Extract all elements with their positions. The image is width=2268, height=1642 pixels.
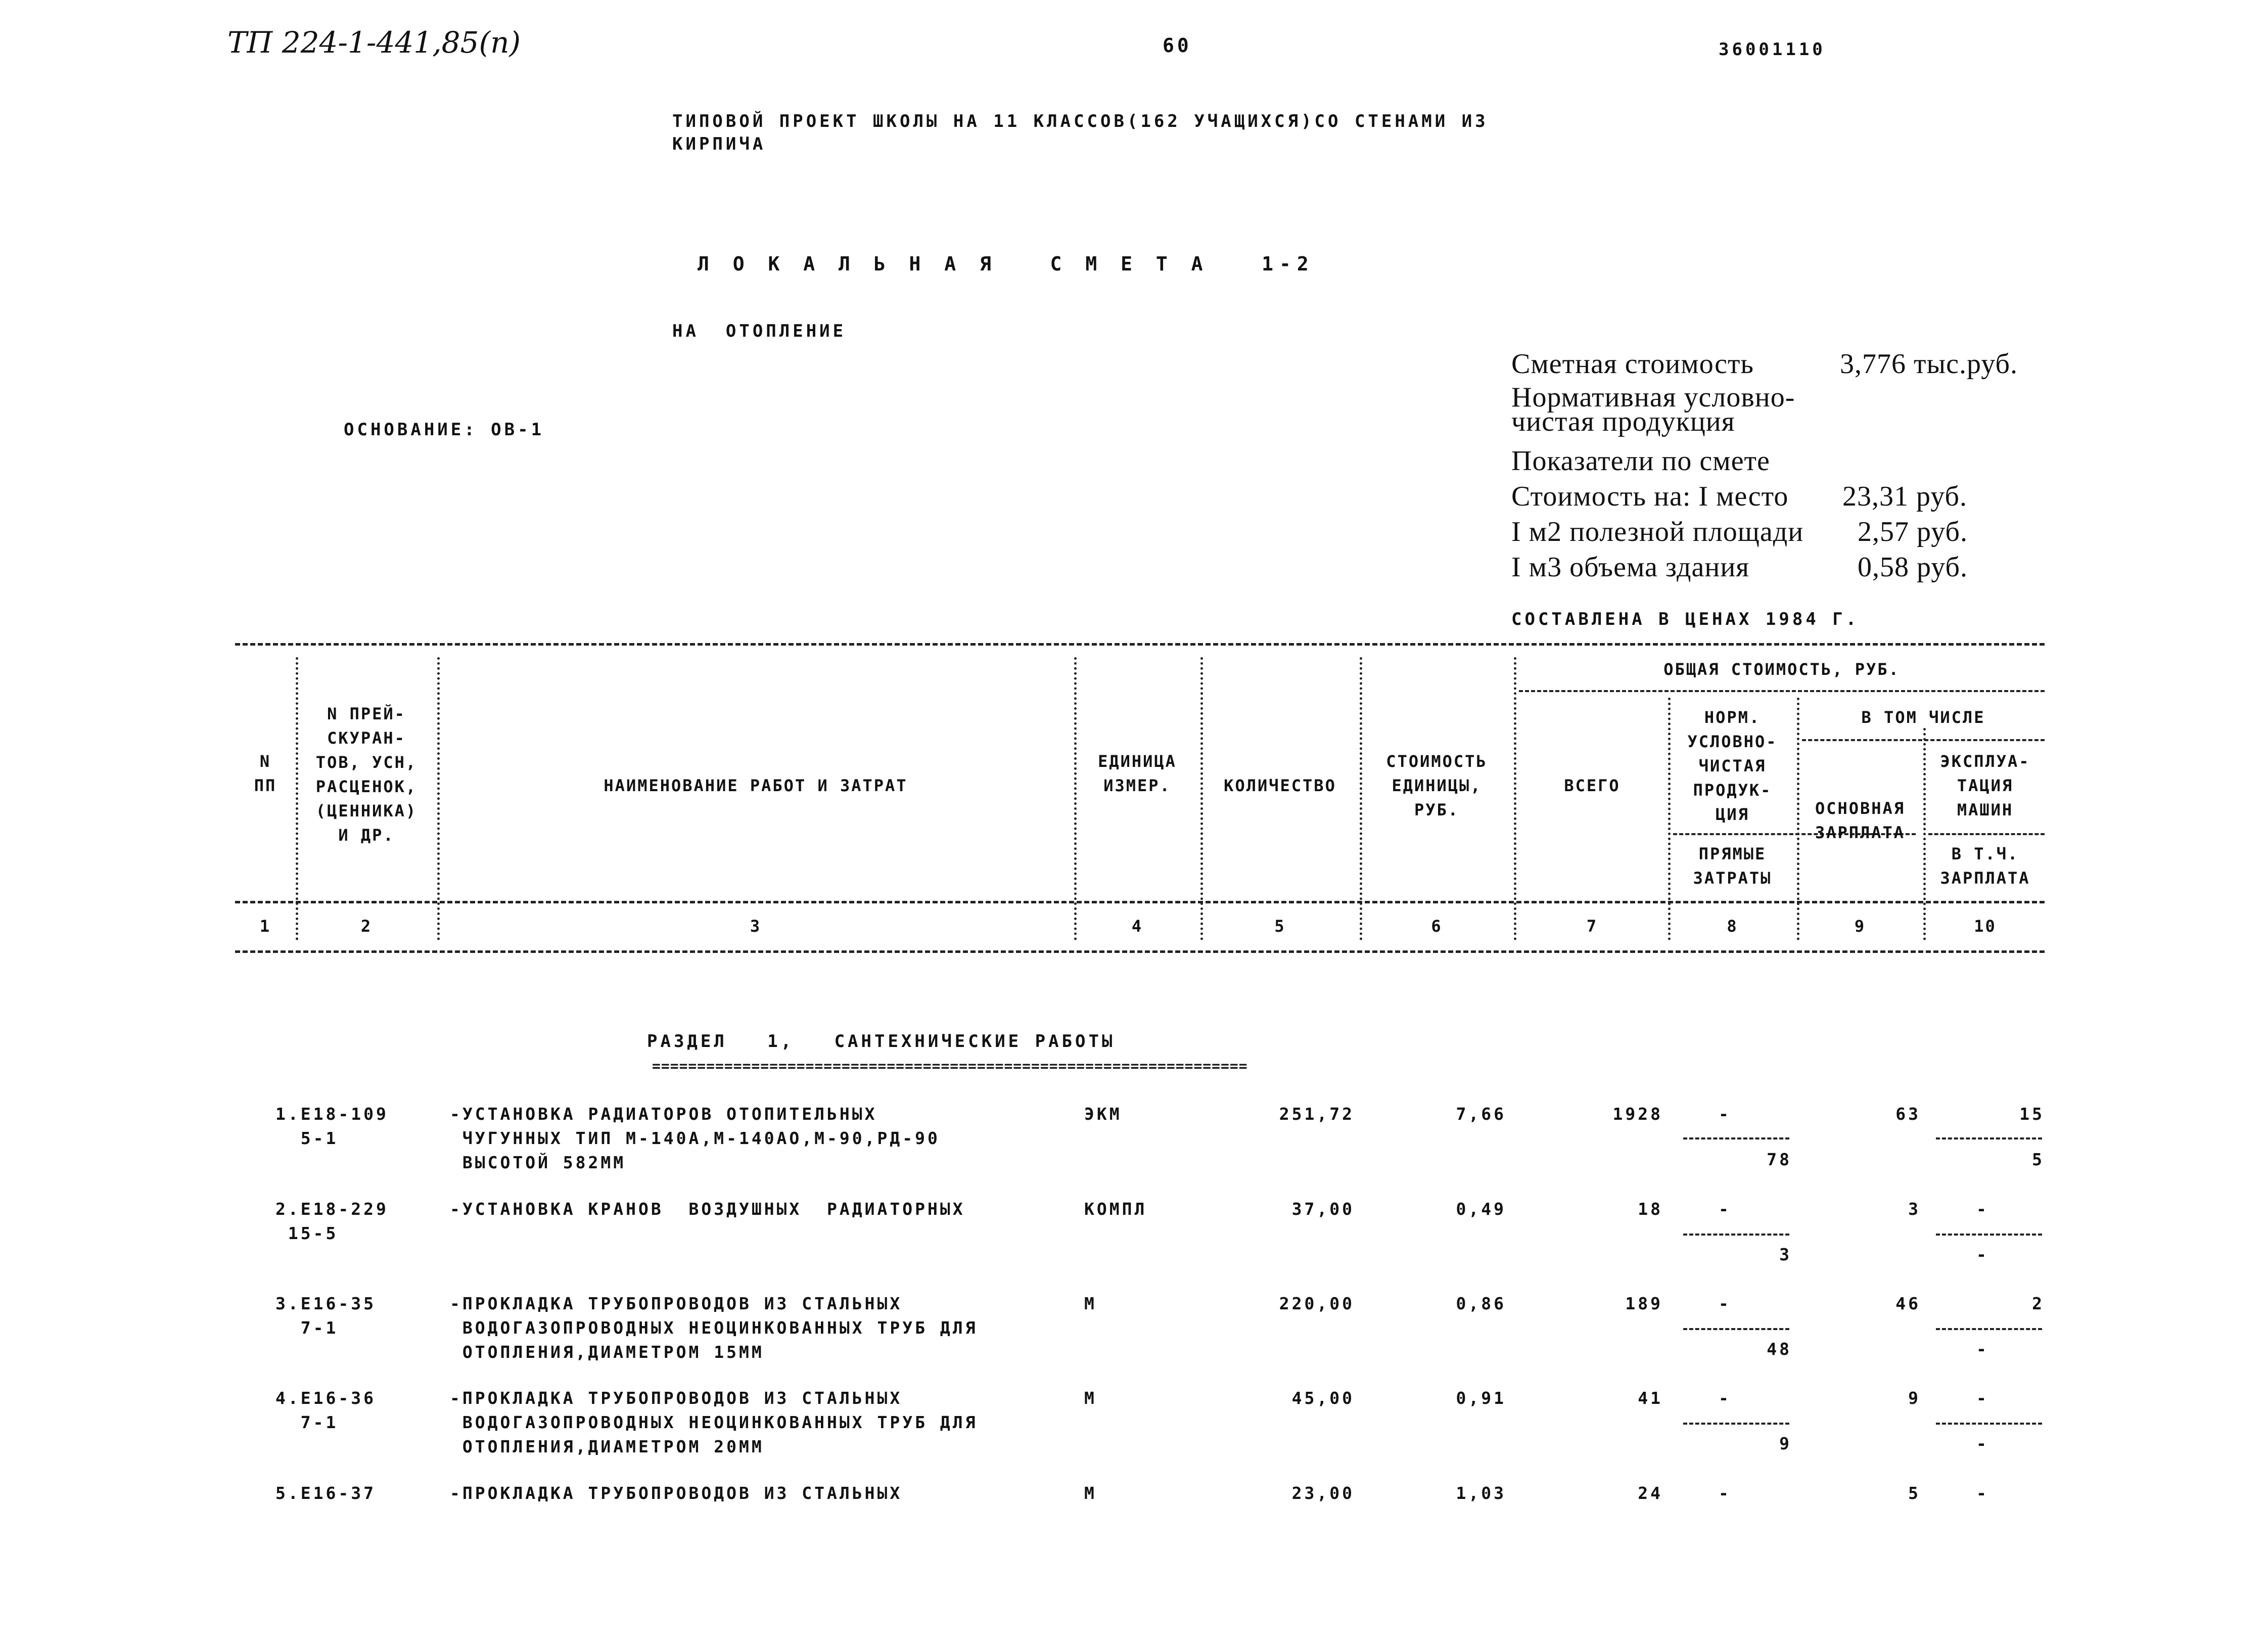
row-work-name: -ПРОКЛАДКА ТРУБОПРОВОДОВ ИЗ СТАЛЬНЫХ	[450, 1483, 903, 1503]
row-subtotal-rule	[1683, 1328, 1789, 1330]
row-normative-product: -	[1719, 1199, 1731, 1219]
row-work-name: -УСТАНОВКА КРАНОВ ВОЗДУШНЫХ РАДИАТОРНЫХ	[450, 1199, 965, 1219]
row-base-wages: 3	[1908, 1199, 1921, 1219]
row-direct-costs: 3	[1779, 1245, 1792, 1264]
row-unit-cost: 1,03	[1456, 1483, 1506, 1503]
row-direct-costs: 9	[1779, 1434, 1792, 1453]
per-m2-label: I м2 полезной площади	[1511, 516, 1804, 548]
row-machine-operation: -	[1976, 1388, 1989, 1408]
column-number-10: 10	[1974, 917, 1997, 936]
row-total: 41	[1638, 1388, 1663, 1408]
row-total: 24	[1638, 1483, 1663, 1503]
header-unit: ЕДИНИЦА ИЗМЕР.	[1098, 752, 1177, 795]
document-code: 36001110	[1719, 39, 1826, 60]
col-sep-4	[1200, 657, 1203, 940]
row-machine-wages: 5	[2032, 1150, 2045, 1169]
header-total-cost-group: ОБЩАЯ СТОИМОСТЬ, РУБ.	[1663, 660, 1900, 679]
header-work-name: НАИМЕНОВАНИЕ РАБОТ И ЗАТРАТ	[604, 776, 908, 795]
row-direct-costs: 78	[1767, 1150, 1792, 1169]
row-machine-wages: -	[1976, 1434, 1989, 1453]
header-row-number: N ПП	[254, 752, 277, 795]
row-unit: ЭКМ	[1084, 1104, 1122, 1124]
row-machine-wages: -	[1976, 1339, 1989, 1359]
row-quantity: 23,00	[1291, 1483, 1355, 1503]
row-base-wages: 9	[1908, 1388, 1921, 1408]
estimate-title: Л О К А Л Ь Н А Я С М Е Т А 1-2	[698, 253, 1315, 275]
section-title: РАЗДЕЛ 1, САНТЕХНИЧЕСКИЕ РАБОТЫ	[647, 1031, 1116, 1052]
row-subtotal-rule	[1683, 1137, 1789, 1139]
normative-label-line1: Нормативная условно-	[1511, 382, 1795, 413]
row-work-name: -ПРОКЛАДКА ТРУБОПРОВОДОВ ИЗ СТАЛЬНЫХ ВОДОГАЗОПРОВОДНЫХ НЕОЦИНКОВАННЫХ ТРУБ ДЛЯ ОТОПЛЕНИЯ,ДИАМЕТРОМ 15ММ	[450, 1294, 978, 1362]
row-machine-rule	[1936, 1328, 2042, 1330]
row-machine-rule	[1936, 1423, 2042, 1425]
header-base-wages: ОСНОВНАЯ ЗАРПЛАТА	[1815, 799, 1906, 842]
column-number-3: 3	[750, 917, 762, 936]
row-code: 5.Е16-37	[275, 1483, 376, 1503]
row-quantity: 220,00	[1279, 1294, 1355, 1313]
row-subtotal-rule	[1683, 1234, 1789, 1236]
header-total: ВСЕГО	[1564, 776, 1621, 795]
normative-label-line2: чистая продукция	[1511, 406, 1735, 437]
header-price-reference: N ПРЕЙ- СКУРАН- ТОВ, УСН, РАСЦЕНОК, (ЦЕННИКА) И ДР.	[315, 704, 418, 845]
row-normative-product: -	[1719, 1388, 1731, 1408]
row-unit: М	[1084, 1294, 1097, 1313]
row-machine-wages: -	[1976, 1245, 1989, 1264]
header-including-group: В ТОМ ЧИСЛЕ	[1861, 708, 1985, 727]
row-total: 18	[1638, 1199, 1663, 1219]
prices-note: СОСТАВЛЕНА В ЦЕНАХ 1984 Г.	[1511, 609, 1860, 629]
table-top-rule	[235, 643, 2045, 646]
row-machine-rule	[1936, 1234, 2042, 1236]
column-number-5: 5	[1274, 917, 1286, 936]
row-base-wages: 46	[1895, 1294, 1921, 1313]
per-m2-value: 2,57 руб.	[1858, 516, 1968, 548]
page-number: 60	[1163, 34, 1192, 57]
row-total: 189	[1625, 1294, 1663, 1313]
row-quantity: 251,72	[1279, 1104, 1355, 1124]
row-code: 1.Е18-109 5-1	[275, 1104, 389, 1148]
row-code: 3.Е16-35 7-1	[275, 1294, 376, 1338]
row-machine-operation: 2	[2032, 1294, 2045, 1313]
machine-wages-rule	[1928, 833, 2045, 835]
row-quantity: 45,00	[1291, 1388, 1355, 1408]
row-work-name: -УСТАНОВКА РАДИАТОРОВ ОТОПИТЕЛЬНЫХ ЧУГУННЫХ ТИП М-140А,М-140АО,М-90,РД-90 ВЫСОТОЙ 582ММ	[450, 1104, 940, 1172]
row-subtotal-rule	[1683, 1423, 1789, 1425]
column-number-8: 8	[1727, 917, 1738, 936]
row-unit-cost: 0,91	[1456, 1388, 1506, 1408]
per-m3-label: I м3 объема здания	[1511, 552, 1750, 583]
indicators-label: Показатели по смете	[1511, 445, 1770, 477]
header-machine-wages: В Т.Ч. ЗАРПЛАТА	[1940, 844, 2030, 888]
per-m3-value: 0,58 руб.	[1858, 552, 1968, 583]
column-number-9: 9	[1854, 917, 1866, 936]
column-numbers-bottom-rule	[235, 950, 2045, 953]
column-number-2: 2	[360, 917, 373, 936]
row-code: 2.Е18-229 15-5	[275, 1199, 389, 1243]
basis-reference: ОСНОВАНИЕ: ОВ-1	[344, 420, 545, 440]
row-unit-cost: 0,86	[1456, 1294, 1506, 1313]
row-base-wages: 5	[1908, 1483, 1921, 1503]
col-sep-6	[1514, 657, 1516, 940]
row-machine-operation: -	[1976, 1483, 1989, 1503]
row-base-wages: 63	[1895, 1104, 1921, 1124]
row-normative-product: -	[1719, 1294, 1731, 1313]
row-unit: М	[1084, 1388, 1097, 1408]
header-machine-operation: ЭКСПЛУА- ТАЦИЯ МАШИН	[1940, 752, 2030, 819]
header-unit-cost: СТОИМОСТЬ ЕДИНИЦЫ, РУБ.	[1386, 752, 1488, 819]
section-title-underline: ==================================================================	[652, 1058, 1248, 1074]
column-number-7: 7	[1586, 917, 1598, 936]
row-normative-product: -	[1719, 1104, 1731, 1124]
col-sep-3	[1074, 657, 1077, 940]
row-quantity: 37,00	[1291, 1199, 1355, 1219]
cost-label: Сметная стоимость	[1511, 348, 1754, 380]
project-title-line2: КИРПИЧА	[672, 134, 766, 154]
estimate-subject: НА ОТОПЛЕНИЕ	[672, 321, 847, 341]
row-total: 1928	[1612, 1104, 1663, 1124]
row-unit: М	[1084, 1483, 1097, 1503]
column-number-6: 6	[1431, 917, 1443, 936]
project-title-line1: ТИПОВОЙ ПРОЕКТ ШКОЛЫ НА 11 КЛАССОВ(162 УЧАЩИХСЯ)СО СТЕНАМИ ИЗ	[672, 111, 1489, 131]
column-number-1: 1	[259, 917, 271, 936]
row-normative-product: -	[1719, 1483, 1731, 1503]
per-place-value: 23,31 руб.	[1842, 481, 1968, 512]
incl-group-rule	[1802, 739, 2045, 741]
row-direct-costs: 48	[1767, 1339, 1792, 1359]
handwritten-project-code: ТП 224-1-441,85(п)	[227, 25, 521, 60]
row-machine-operation: 15	[2019, 1104, 2045, 1124]
row-code: 4.Е16-36 7-1	[275, 1388, 376, 1432]
row-unit: КОМПЛ	[1084, 1199, 1147, 1219]
row-machine-operation: -	[1976, 1199, 1989, 1219]
row-unit-cost: 7,66	[1456, 1104, 1506, 1124]
column-number-4: 4	[1131, 917, 1143, 936]
row-unit-cost: 0,49	[1456, 1199, 1506, 1219]
col-sep-2	[437, 657, 440, 940]
total-group-rule	[1519, 690, 2045, 692]
cost-value: 3,776 тыс.руб.	[1840, 348, 2018, 380]
table-header-bottom-rule	[235, 901, 2045, 903]
header-direct-costs: ПРЯМЫЕ ЗАТРАТЫ	[1693, 844, 1772, 888]
header-normative-product: НОРМ. УСЛОВНО- ЧИСТАЯ ПРОДУК- ЦИЯ	[1687, 708, 1778, 824]
header-quantity: КОЛИЧЕСТВО	[1224, 776, 1336, 795]
row-work-name: -ПРОКЛАДКА ТРУБОПРОВОДОВ ИЗ СТАЛЬНЫХ ВОДОГАЗОПРОВОДНЫХ НЕОЦИНКОВАННЫХ ТРУБ ДЛЯ ОТОПЛЕНИЯ,ДИАМЕТРОМ 20ММ	[450, 1388, 978, 1456]
row-machine-rule	[1936, 1137, 2042, 1139]
per-place-label: Стоимость на: I место	[1511, 481, 1789, 512]
